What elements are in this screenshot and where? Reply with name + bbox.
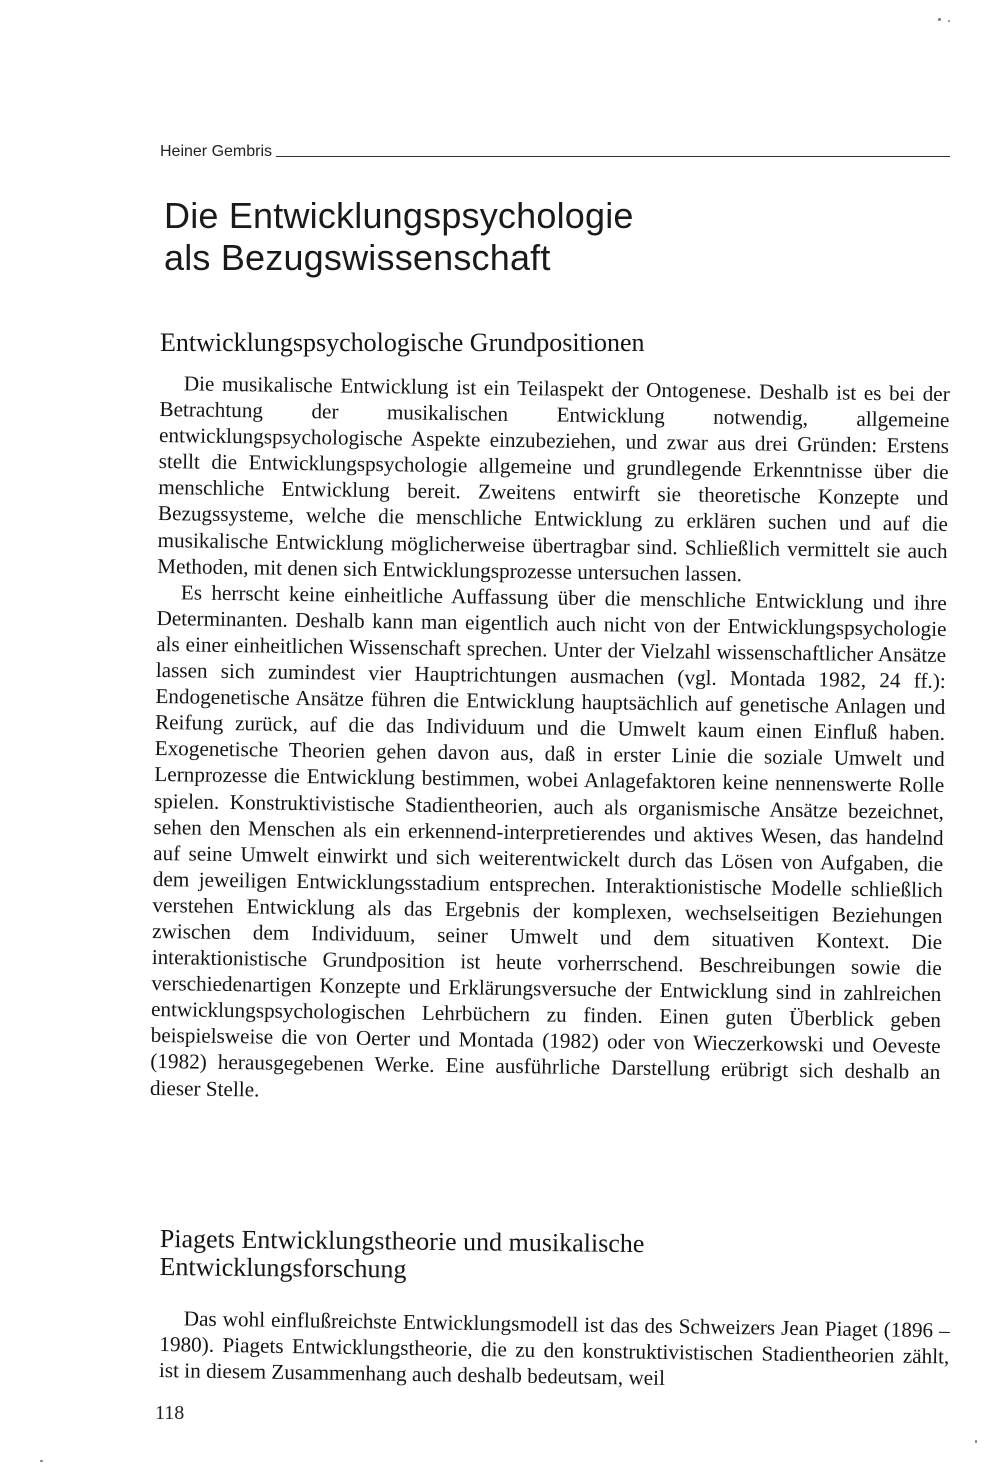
chapter-title (164, 195, 884, 279)
paragraph: Das wohl einflußreichste Entwicklungsmodell ist das des Schweizers Jean Piaget (1896 – 1980). Piagets Entwicklungstheorie, die zu den konstruktivistischen Stadientheorien zählt, ist in diesem Zusammenhang auch deshalb bedeutsam, weil (158, 1306, 950, 1391)
page-number: 118 (155, 1402, 185, 1424)
section-heading-line-1: Piagets Entwicklungstheorie und musikalische (159, 1224, 645, 1259)
section-body-piaget (159, 1305, 950, 1396)
scan-speck (40, 1460, 43, 1462)
section-heading-grundpositionen: Entwicklungspsychologische Grundpositionen (160, 328, 645, 357)
paragraph: Es herrscht keine einheitliche Auffassung über die menschliche Entwicklung und ihre Determinanten. Deshalb kann man eigentlich auch nicht von der Entwicklungspsychologie als einer einheitlichen Wissenschaft sprechen. Unter der Vielzahl wissenschaftlicher Ansätze lassen sich zumindest vier Hauptrichtungen ausmachen (vgl. Montada 1982, 24 ff.): Endogenetische Ansätze führen die Entwicklung hauptsächlich auf genetische Anlagen und Reifung zurück, auf die das Individuum und die Umwelt kaum einen Einfluß haben. Exogenetische Theorien gehen davon aus, daß in erster Linie die soziale Umwelt und Lernprozesse die Entwicklung bestimmen, wobei Anlagefaktoren keine nennenswerte Rolle spielen. Konstruktivistische Stadientheorien, auch als organismische Ansätze bezeichnet, sehen den Menschen als ein erkennend-interpretierendes und aktives Wesen, das handelnd auf seine Umwelt einwirkt und sich weiterentwickelt durch das Lösen von Aufgaben, die dem jeweiligen Entwicklungsstadium entsprechen. Interaktionistische Modelle schließlich verstehen Entwicklung als das Ergebnis der komplexen, wechselseitigen Beziehungen zwischen dem Individuum, seiner Umwelt und dem situativen Kontext. Die interaktionistische Grundposition ist heute vorherrschend. Beschreibungen sowie die verschiedenartigen Konzepte und Erklärungsversuche der Entwicklung sind in zahlreichen entwicklungspsychologischen Lehrbüchern zu finden. Einen guten Überblick geben beispielsweise die von Oerter und Montada (1982) oder von Wieczerkowski und Oeveste (1982) herausgegebenen Werke. Eine ausführliche Darstellung erübrigt sich deshalb an dieser Stelle. (149, 580, 947, 1101)
section-body-grundpositionen (150, 370, 950, 1112)
running-head (160, 143, 950, 161)
author-name: Heiner Gembris (160, 143, 273, 160)
section-heading-line-2: Entwicklungsforschung (159, 1251, 407, 1284)
chapter-title-line-2: als Bezugswissenschaft (164, 237, 551, 278)
scan-speck (948, 20, 950, 22)
scan-speck (938, 18, 941, 21)
header-rule (276, 156, 950, 157)
section-heading-piaget (159, 1225, 860, 1288)
scan-speck (975, 1440, 977, 1443)
paragraph: Die musikalische Entwicklung ist ein Teilaspekt der Ontogenese. Deshalb ist es bei der Betrachtung der musikalischen Entwicklung notwendig, allgemeine entwicklungspsychologische Aspekte einzubeziehen, und zwar aus drei Gründen: Erstens stellt die Entwicklungspsychologie allgemeine und grundlegende Erkenntnisse über die menschliche Entwicklung bereit. Zweitens entwirft sie theoretische Konzepte und Bezugssysteme, welche die menschliche Entwicklung zu erklären suchen und auf die musikalische Entwicklung möglicherweise übertragbar sind. Schließlich vermittelt sie auch Methoden, mit denen sich Entwicklungsprozesse untersuchen lassen. (157, 371, 950, 586)
chapter-title-line-1: Die Entwicklungspsychologie (164, 195, 634, 236)
